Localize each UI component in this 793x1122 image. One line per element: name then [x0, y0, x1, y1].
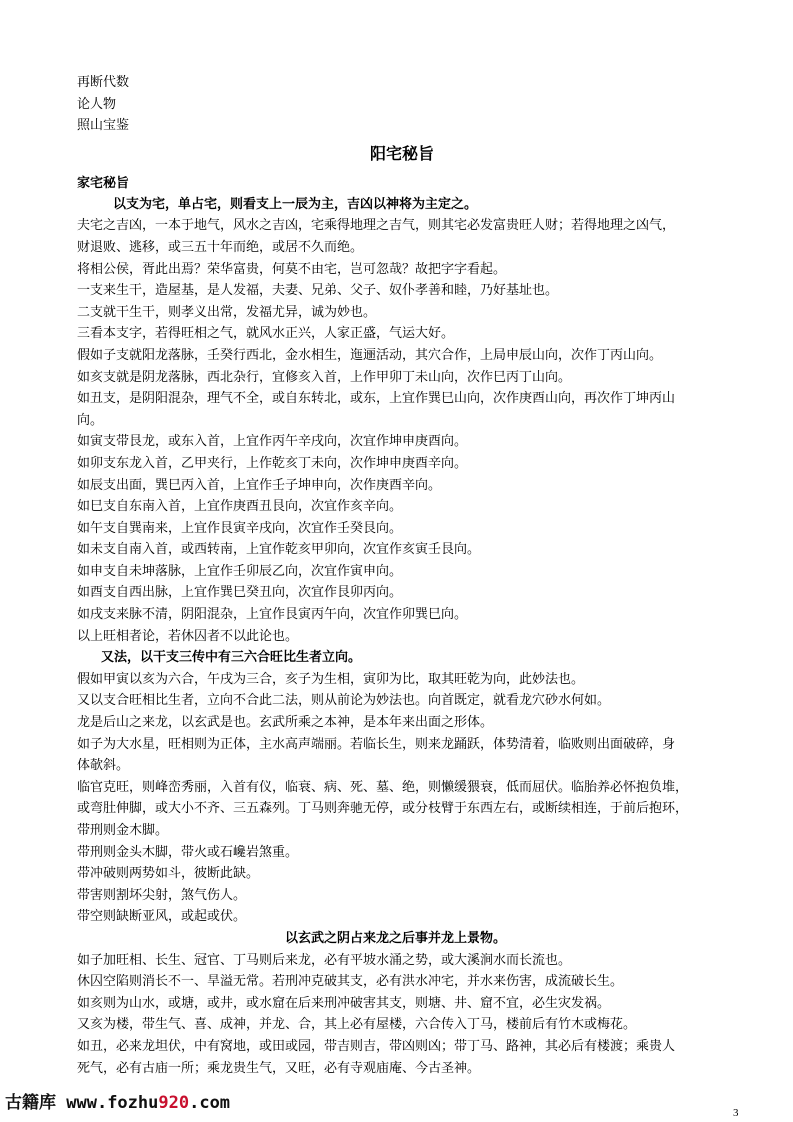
page-title: 阳宅秘旨 — [369, 143, 434, 163]
text-line: 以上旺相者论，若休囚者不以此论也。 — [77, 628, 299, 644]
text-line: 如申支自未坤落脉，上宜作壬卯辰乙向，次宜作寅申向。 — [77, 563, 403, 579]
text-line: 带害则割坏尖射，煞气伤人。 — [77, 887, 247, 903]
text-line: 如巳支自东南入首，上宜作庚酉丑艮向，次宜作亥辛向。 — [77, 499, 403, 515]
site-url-number: 920 — [158, 1093, 190, 1113]
block1-heading: 以支为宅，单占宅，则看支上一辰为主，吉凶以神将为主定之。 — [113, 196, 478, 212]
text-line: 或弯肚伸脚，或大小不齐、三五森列。丁马则奔驰无停，或分枝臂于东西左右，或断续相连，于前后抱环， — [77, 801, 689, 817]
page-number: 3 — [733, 1107, 739, 1119]
text-line: 带冲破则两势如斗，彼断此缺。 — [77, 866, 260, 882]
toc-item: 论人物 — [77, 96, 117, 112]
text-line: 如丑，必来龙坦伏，中有窝地，或田或园，带吉则吉，带凶则凶；带丁马、路神，其必后有楼渡；乘贵人 — [77, 1038, 676, 1054]
page-content — [77, 72, 727, 1079]
text-line: 如子加旺相、长生、冠官、丁马则后来龙，必有平坡水涌之势，或大溪涧水而长流也。 — [77, 952, 572, 968]
text-line: 带刑则金头木脚，带火或石巉岩煞重。 — [77, 844, 299, 860]
text-line: 临官克旺，则峰峦秀丽，入首有仪，临衰、病、死、墓、绝，则懒缓猥衰，低而屈伏。临胎养必怀抱负堆， — [77, 779, 689, 795]
text-line: 如丑支，是阴阳混杂，理气不全，或自东转北，或东，上宜作巽巳山向，次作庚酉山向，再次作丁坤丙山 — [77, 391, 676, 407]
site-url-prefix: www.fozhu — [66, 1093, 159, 1113]
text-line: 如子为大水星，旺相则为正体，主水高声端丽。若临长生，则来龙踊跃，体势清着，临败则出面破碎，身 — [77, 736, 676, 752]
text-line: 休囚空陷则消长不一、旱溢无常。若刑冲克破其支，必有洪水冲宅，并水来伤害，成流破长生。 — [77, 974, 624, 990]
text-line: 又亥为楼，带生气、喜、成神，并龙、合，其上必有屋楼，六合传入丁马，楼前后有竹木或梅花。 — [77, 1017, 637, 1033]
text-line: 如亥则为山水，或塘，或井，或水窟在后来刑冲破害其支，则塘、井、窟不宜，必生灾发祸。 — [77, 995, 611, 1011]
text-line: 如戌支来脉不清，阴阳混杂，上宜作艮寅丙午向，次宜作卯巽巳向。 — [77, 607, 468, 623]
text-line: 如辰支出面，巽巳丙入首，上宜作壬子坤申向，次作庚酉辛向。 — [77, 477, 442, 493]
toc-list — [77, 72, 727, 137]
block3-heading: 以玄武之阴占来龙之后事并龙上景物。 — [285, 930, 507, 946]
block2-body — [77, 669, 727, 928]
text-line: 假如甲寅以亥为六合，午戌为三合，亥子为生相，寅卯为比，取其旺乾为向，此妙法也。 — [77, 671, 585, 687]
text-line: 夫宅之吉凶，一本于地气，风水之吉凶，宅乘得地理之吉气，则其宅必发富贵旺人财；若得地理之凶气， — [77, 218, 676, 234]
text-line: 带刑则金木脚。 — [77, 823, 169, 838]
text-line: 又以支合旺相比生者，立向不合此二法，则从前论为妙法也。向首既定，就看龙穴砂水何如。 — [77, 693, 611, 709]
text-line: 龙是后山之来龙，以玄武是也。玄武所乘之本神，是本年来出面之形体。 — [77, 715, 494, 731]
text-line: 如寅支带艮龙，或东入首，上宜作丙午辛戌向，次宜作坤申庚酉向。 — [77, 434, 468, 450]
section-heading: 家宅秘旨 — [77, 175, 130, 191]
text-line: 死气，必有古庙一所；乘龙贵生气，又旺，必有寺观庙庵、今古圣神。 — [77, 1060, 481, 1076]
text-line: 一支来生干，造屋基，是人发福，夫妻、兄弟、父子、奴仆孝善和睦，乃好基址也。 — [77, 283, 559, 299]
site-watermark — [5, 1088, 230, 1113]
text-line: 如卯支东龙入首，乙甲夹行，上作乾亥丁未向，次作坤申庚酉辛向。 — [77, 455, 468, 471]
block3-body — [77, 950, 727, 1080]
toc-item: 照山宝鉴 — [77, 118, 130, 134]
text-line: 三看本支字，若得旺相之气，就风水正兴，人家正盛，气运大好。 — [77, 326, 455, 342]
text-line: 如午支自巽南来，上宜作艮寅辛戌向，次宜作壬癸艮向。 — [77, 520, 403, 536]
text-line: 假如子支就阳龙落脉，壬癸行西北，金水相生，迤逦活动，其穴合作，上局申辰山向，次作丁丙山向。 — [77, 347, 663, 363]
text-line: 如酉支自西出脉，上宜作巽巳癸丑向，次宜作艮卯丙向。 — [77, 585, 403, 601]
text-line: 二支就干生干，则孝义出常，发福尤异，诚为妙也。 — [77, 304, 377, 320]
block1-body — [77, 215, 727, 647]
block2-heading: 又法，以干支三传中有三六合旺比生者立向。 — [101, 650, 362, 666]
text-line: 将相公侯，胥此出焉？荣华富贵，何莫不由宅，岂可忽哉？故把字字看起。 — [77, 261, 507, 277]
site-name-cn: 古籍库 — [5, 1093, 56, 1113]
text-line: 向。 — [77, 412, 104, 428]
text-line: 如亥支就是阴龙落脉，西北杂行，宜修亥入首，上作甲卯丁未山向，次作巳丙丁山向。 — [77, 369, 572, 385]
text-line: 体欹斜。 — [77, 758, 130, 774]
site-url-suffix: .com — [189, 1093, 231, 1113]
text-line: 如未支自南入首，或西转南，上宜作乾亥甲卯向，次宜作亥寅壬艮向。 — [77, 542, 481, 558]
toc-item: 再断代数 — [77, 75, 130, 90]
text-line: 带空则缺断亚风，或起或伏。 — [77, 909, 247, 925]
text-line: 财退败、逃移，或三五十年而绝，或居不久而绝。 — [77, 239, 364, 255]
